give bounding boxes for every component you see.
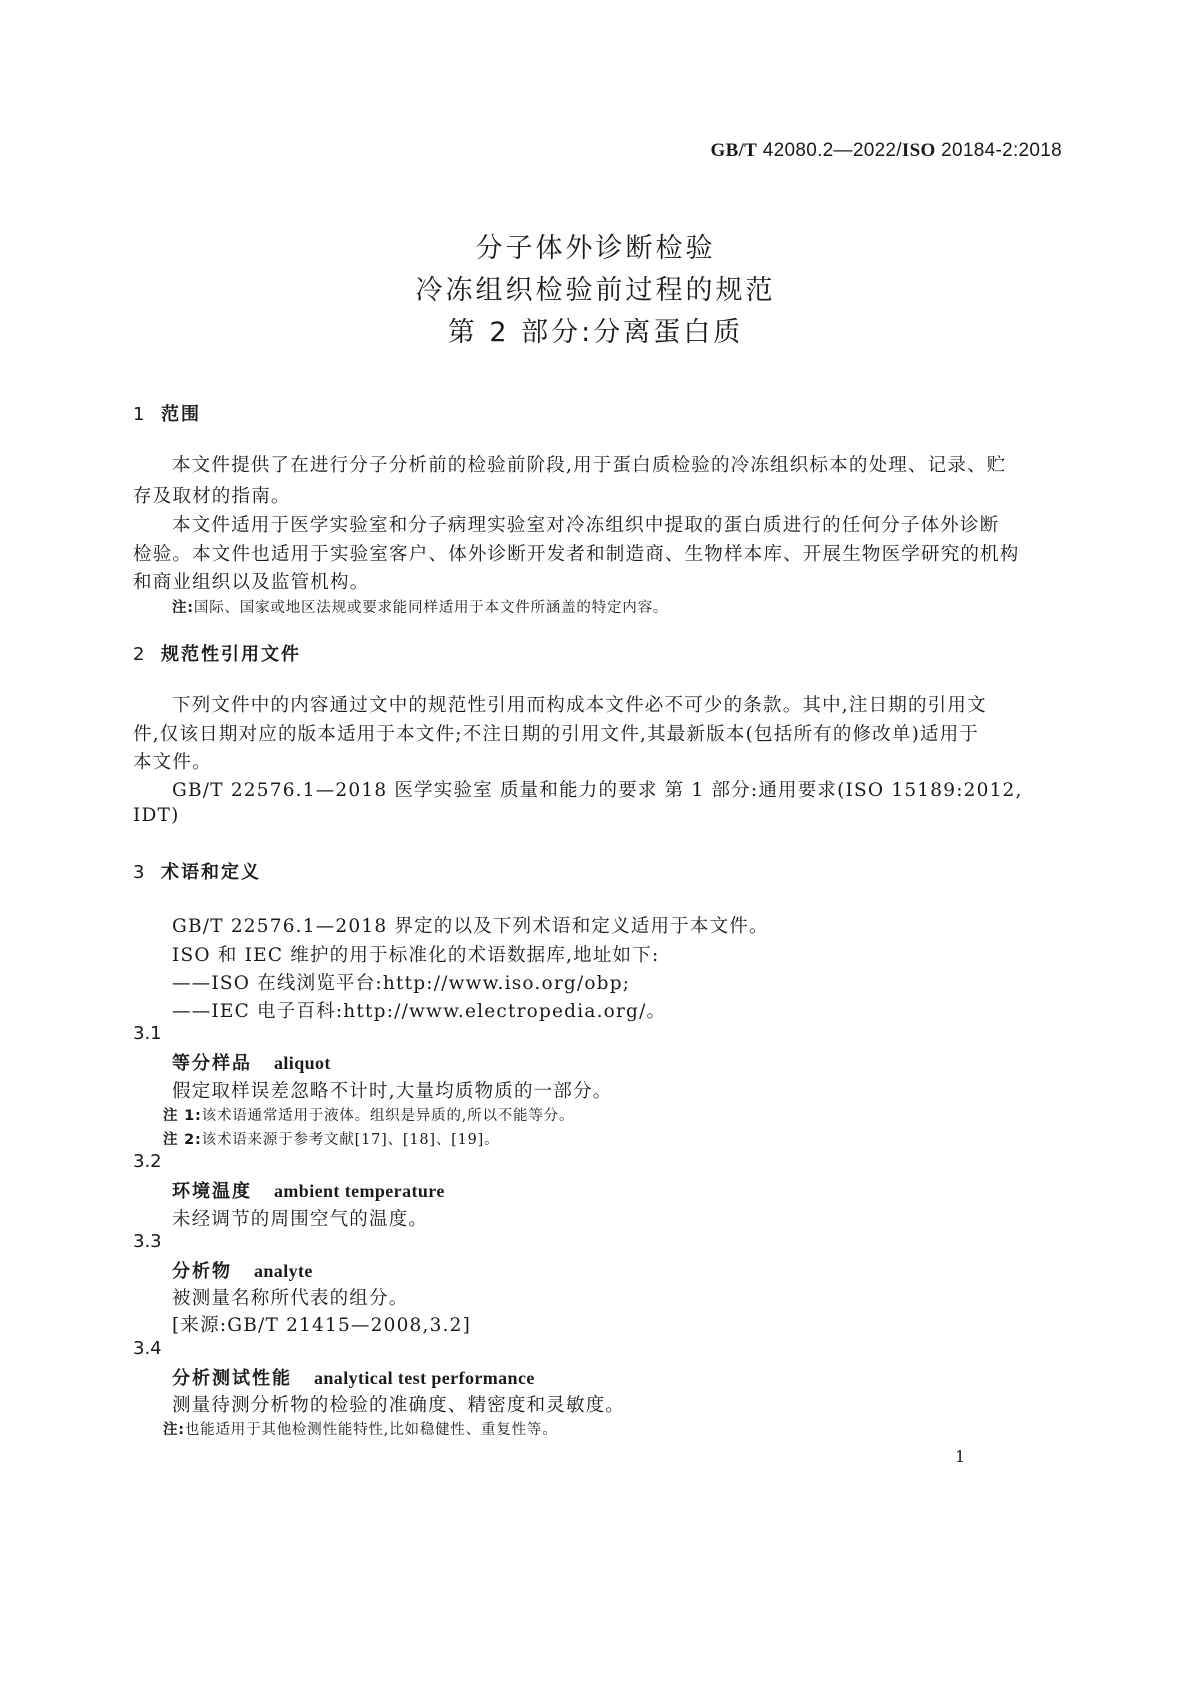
section-3-heading (133, 858, 261, 884)
title-line-3: 第 2 部分:分离蛋白质 (447, 317, 744, 348)
term-zh: 环境温度 (172, 1181, 252, 1202)
paragraph: 检验。本文件也适用于实验室客户、体外诊断开发者和制造商、生物样本库、开展生物医学研究的机构 (133, 544, 1020, 565)
term-definition: 测量待测分析物的检验的准确度、精密度和灵敏度。 (172, 1395, 626, 1416)
term-heading (172, 1364, 535, 1390)
note-text: 国际、国家或地区法规或要求能同样适用于本文件所涵盖的特定内容。 (193, 600, 669, 616)
term-zh: 分析物 (172, 1261, 232, 1282)
page-number: 1 (955, 1447, 966, 1466)
term-zh: 分析测试性能 (172, 1368, 292, 1389)
paragraph: 下列文件中的内容通过文中的规范性引用而构成本文件必不可少的条款。其中,注日期的引用文 (172, 695, 987, 716)
section-number: 2 (133, 644, 147, 665)
note (163, 1418, 558, 1439)
paragraph: 本文件。 (133, 752, 212, 773)
link-item[interactable]: ——ISO 在线浏览平台:http://www.iso.org/obp; (172, 973, 631, 994)
term-heading (172, 1049, 331, 1075)
term-zh: 等分样品 (172, 1053, 252, 1074)
iso-prefix: ISO (901, 140, 936, 161)
section-title: 规范性引用文件 (161, 644, 301, 665)
term-en: ambient temperature (274, 1181, 445, 1201)
section-2-heading (133, 640, 301, 666)
std-number: 42080.2—2022/ (762, 140, 902, 161)
term-number: 3.1 (133, 1023, 162, 1044)
std-prefix: GB/T (710, 140, 758, 161)
note-label: 注 1: (163, 1108, 202, 1124)
term-en: analytical test performance (314, 1368, 535, 1388)
term-en: analyte (254, 1261, 313, 1281)
section-1-heading (133, 400, 201, 426)
section-number: 1 (133, 404, 147, 425)
iso-number: 20184-2:2018 (941, 140, 1062, 161)
term-heading (172, 1257, 313, 1283)
link-item[interactable]: ——IEC 电子百科:http://www.electropedia.org/。 (172, 1001, 667, 1022)
note-text: 也能适用于其他检测性能特性,比如稳健性、重复性等。 (184, 1422, 558, 1438)
normative-reference: GB/T 22576.1—2018 医学实验室 质量和能力的要求 第 1 部分:通用要求(ISO 15189:2012, (172, 780, 1023, 801)
term-definition: 被测量名称所代表的组分。 (172, 1288, 409, 1309)
paragraph: GB/T 22576.1—2018 界定的以及下列术语和定义适用于本文件。 (172, 916, 769, 937)
term-source: [来源:GB/T 21415—2008,3.2] (172, 1315, 472, 1336)
paragraph: ISO 和 IEC 维护的用于标准化的术语数据库,地址如下: (172, 945, 660, 966)
note (163, 1128, 499, 1149)
term-en: aliquot (274, 1053, 331, 1073)
section-number: 3 (133, 862, 147, 883)
note-label: 注: (163, 1422, 185, 1438)
normative-reference: IDT) (133, 805, 180, 826)
note-label: 注 2: (163, 1132, 202, 1148)
note (163, 1104, 574, 1125)
paragraph: 存及取材的指南。 (133, 486, 291, 507)
term-number: 3.4 (133, 1338, 162, 1359)
term-definition: 假定取样误差忽略不计时,大量均质物质的一部分。 (172, 1081, 613, 1102)
standard-code (0, 140, 1062, 162)
term-number: 3.2 (133, 1151, 162, 1172)
note-text: 该术语通常适用于液体。组织是异质的,所以不能等分。 (201, 1108, 575, 1124)
term-heading (172, 1177, 445, 1203)
paragraph: 件,仅该日期对应的版本适用于本文件;不注日期的引用文件,其最新版本(包括所有的修改单)适用于 (133, 724, 980, 745)
note-label: 注: (172, 600, 194, 616)
paragraph: 本文件适用于医学实验室和分子病理实验室对冷冻组织中提取的蛋白质进行的任何分子体外诊断 (172, 515, 1000, 536)
title-line-1: 分子体外诊断检验 (475, 233, 716, 264)
section-title: 术语和定义 (161, 862, 261, 883)
paragraph: 本文件提供了在进行分子分析前的检验前阶段,用于蛋白质检验的冷冻组织标本的处理、记录、贮 (172, 455, 1007, 476)
paragraph: 和商业组织以及监管机构。 (133, 572, 370, 593)
title-line-2: 冷冻组织检验前过程的规范 (415, 275, 776, 306)
note (172, 596, 668, 617)
term-number: 3.3 (133, 1231, 162, 1252)
note-text: 该术语来源于参考文献[17]、[18]、[19]。 (201, 1132, 500, 1148)
section-title: 范围 (161, 404, 201, 425)
term-definition: 未经调节的周围空气的温度。 (172, 1209, 429, 1230)
